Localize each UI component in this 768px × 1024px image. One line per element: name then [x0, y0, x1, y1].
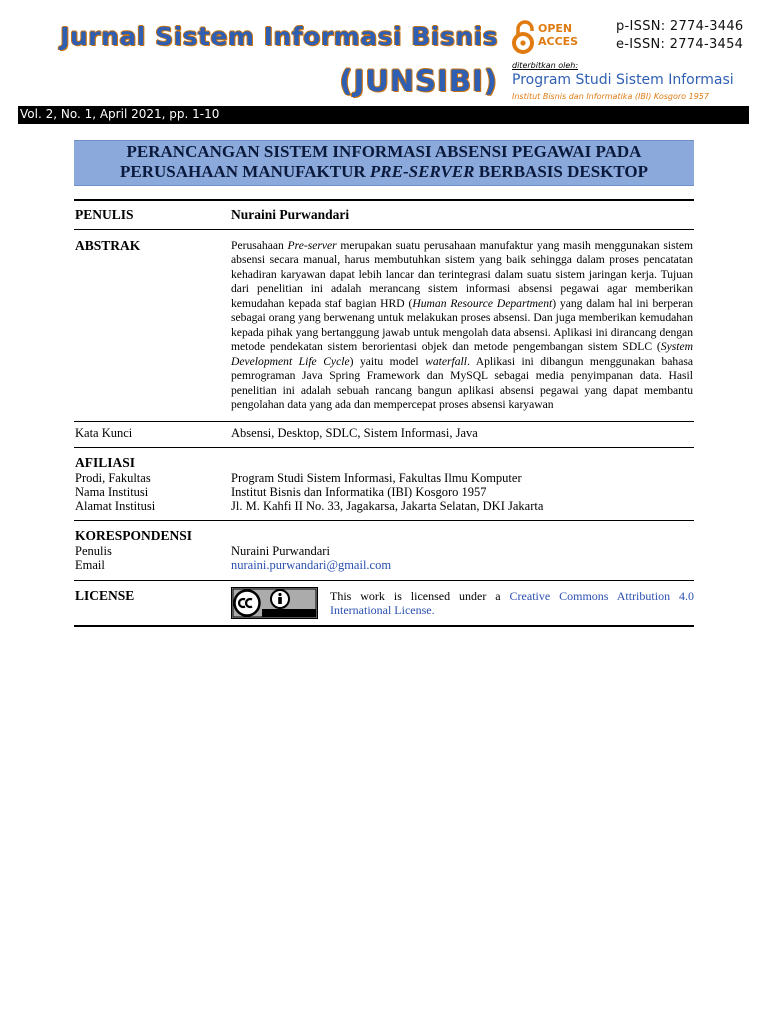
alamat-value: Jl. M. Kahfi II No. 33, Jagakarsa, Jakarta Selatan, DKI Jakarta — [231, 499, 544, 513]
title-part-pre: PERUSAHAAN MANUFAKTUR — [119, 162, 370, 181]
p-issn: p-ISSN: 2774-3446 — [616, 19, 744, 34]
abstract-italic: Pre-server — [287, 239, 337, 252]
kor-penulis-value: Nuraini Purwandari — [231, 544, 330, 558]
kata-kunci-value: Absensi, Desktop, SDLC, Sistem Informasi, Java — [231, 426, 478, 440]
kata-kunci-label: Kata Kunci — [75, 426, 133, 440]
abstract-italic: System Development Life Cycle — [231, 340, 693, 368]
license-label: LICENSE — [75, 588, 135, 603]
prodi-label: Prodi, Fakultas — [75, 471, 151, 485]
license-text-post: . — [431, 603, 435, 617]
journal-abbreviation: (JUNSIBI) — [339, 64, 498, 98]
abstract-italic: Human Resource Department — [412, 296, 553, 310]
table-rule-bottom — [74, 625, 694, 627]
table-rule-top — [74, 199, 694, 201]
korespondensi-label: KORESPONDENSI — [75, 528, 193, 543]
penulis-value: Nuraini Purwandari — [231, 207, 350, 222]
alamat-label: Alamat Institusi — [75, 499, 156, 513]
publisher-institution: Institut Bisnis dan Informatika (IBI) Kosgoro 1957 — [512, 92, 709, 101]
abstract-part: ) yaitu model — [349, 354, 426, 368]
article-title-line-2 — [74, 162, 694, 182]
abstract-text — [231, 239, 693, 412]
afiliasi-label: AFILIASI — [75, 455, 136, 470]
abstract-part: . Aplikasi ini dibangun menggunakan bahasa pemrograman Java Spring Framework dan MySQL sebagai media penyimpanan data. Hasil penelitian ini adalah sebuah rancang bangun aplikasi absensi pegawai yang dapat membantu pengolahan data yang ada dan mempercepat proses absensi karyawan — [231, 354, 694, 411]
abstract-italic: waterfall — [425, 354, 467, 368]
abstract-part: ) yang dalam hal ini berperan sebagai orang yang berwenang untuk melakukan proses absensi. Dan juga memberikan kemudahan kepada pihak yang bertanggung jawab untuk mengolah data absensi. Aplikasi ini dirancang dengan metode pendekatan sistem berorientasi objek dan metode pengembangan sistem SDLC ( — [231, 296, 694, 354]
penulis-label: PENULIS — [75, 207, 134, 222]
institusi-label: Nama Institusi — [75, 485, 149, 499]
kor-penulis-label: Penulis — [75, 544, 112, 558]
issn-block — [616, 18, 743, 54]
open-access-label — [538, 22, 578, 48]
publisher-label: diterbitkan oleh: — [512, 61, 579, 70]
institusi-value: Institut Bisnis dan Informatika (IBI) Kosgoro 1957 — [231, 485, 487, 499]
e-issn: e-ISSN: 2774-3454 — [616, 37, 744, 52]
table-rule — [74, 520, 694, 521]
article-title — [74, 142, 694, 182]
license-text — [330, 589, 694, 617]
abstrak-label: ABSTRAK — [75, 238, 141, 253]
email-link[interactable]: nuraini.purwandari@gmail.com — [231, 558, 392, 572]
journal-title: Jurnal Sistem Informasi Bisnis — [60, 22, 498, 51]
volume-info: Vol. 2, No. 1, April 2021, pp. 1-10 — [20, 107, 220, 121]
license-link[interactable]: Creative Commons Attribution 4.0 International License — [330, 589, 694, 617]
abstract-part: merupakan suatu perusahaan manufaktur yang masih menggunakan sistem absensi secara manual, harus membutuhkan sistem yang baik sehingga dalam proses pencatatan kehadiran karyawan dapat lebih lancar dan terintegrasi dalam suatu sistem jaringan kerja. Tujuan dari penelitian ini adalah merancang sistem informasi absensi pegawai agar memberikan kemudahan kepada staf bagian HRD ( — [231, 239, 693, 310]
open-access-line-1: OPEN — [538, 22, 573, 35]
table-rule — [74, 580, 694, 581]
table-rule — [74, 421, 694, 422]
open-access-lock-icon — [510, 20, 540, 54]
cc-by-badge-icon[interactable] — [231, 587, 318, 619]
license-text-pre: This work is licensed under a — [330, 589, 510, 603]
email-label: Email — [75, 558, 105, 572]
publisher-name: Program Studi Sistem Informasi — [512, 72, 734, 88]
open-access-line-2: ACCES — [538, 35, 579, 48]
article-title-line-1: PERANCANGAN SISTEM INFORMASI ABSENSI PEGAWAI PADA — [126, 142, 642, 161]
table-rule — [74, 229, 694, 230]
title-part-italic: PRE-SERVER — [369, 162, 475, 181]
prodi-value: Program Studi Sistem Informasi, Fakultas Ilmu Komputer — [231, 471, 522, 485]
table-rule — [74, 447, 694, 448]
title-part-post: BERBASIS DESKTOP — [474, 162, 649, 181]
abstract-part: Perusahaan — [231, 239, 288, 252]
